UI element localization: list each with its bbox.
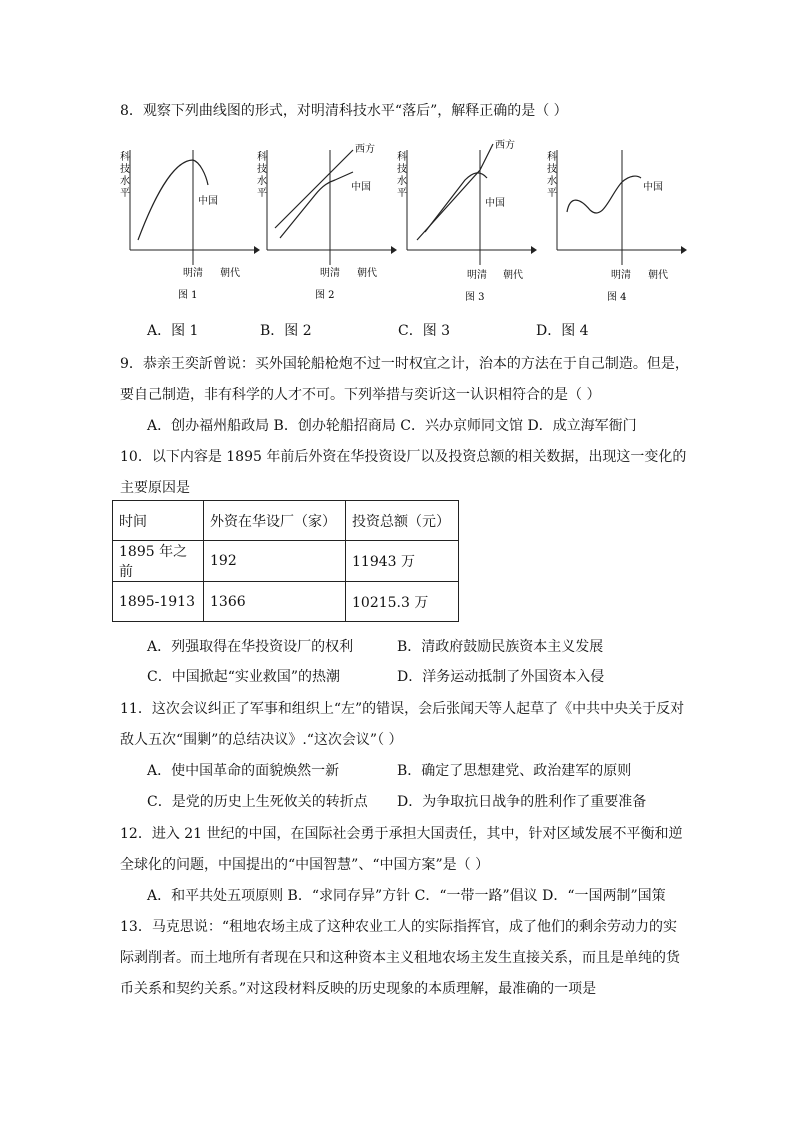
table-cell: 10215.3 万: [346, 582, 459, 622]
q13-line3: 币关系和契约关系。”对这段材料反映的历史现象的本质理解，最准确的一项是: [120, 981, 597, 997]
investment-table: [112, 500, 459, 622]
option-a[interactable]: A．列强取得在华投资设厂的权利: [147, 639, 354, 655]
y-char: 水: [547, 176, 557, 187]
graph-2: [255, 140, 395, 310]
x-label: 朝代: [648, 270, 668, 281]
china-curve: [280, 172, 353, 238]
q11-options-row2: [147, 792, 646, 812]
y-char: 水: [257, 176, 267, 187]
figure-caption: 图 3: [465, 292, 485, 303]
table-cell: 11943 万: [346, 541, 459, 582]
option-a[interactable]: A．使中国革命的面貌焕然一新: [147, 763, 340, 779]
graph-4-ylabel: [547, 150, 557, 199]
table-header-row: [113, 501, 459, 541]
y-char: 平: [547, 188, 557, 199]
y-char: 技: [257, 164, 267, 175]
west-curve: [275, 150, 353, 228]
q10-line2: 主要原因是: [120, 480, 190, 496]
x-mark: 明清: [467, 270, 487, 281]
q12-line2: 全球化的问题，中国提出的“中国智慧”、“中国方案”是（ ）: [120, 857, 490, 873]
table-cell: 192: [204, 541, 346, 582]
table-cell: 1366: [204, 582, 346, 622]
china-curve: [567, 176, 641, 213]
option-c[interactable]: C．中国掀起“实业救国”的热潮: [147, 669, 341, 685]
option-d[interactable]: D．为争取抗日战争的胜利作了重要准备: [397, 794, 647, 810]
series-label: 中国: [643, 182, 663, 193]
option-c[interactable]: C．是党的历史上生死攸关的转折点: [147, 794, 368, 810]
y-char: 平: [120, 188, 130, 199]
y-char: 平: [397, 188, 407, 199]
y-char: 科: [547, 152, 557, 163]
q12-line1: 12．进入 21 世纪的中国，在国际社会勇于承担大国责任，其中，针对区域发展不平衡和逆: [120, 826, 683, 842]
graph-3: [395, 140, 535, 310]
x-mark: 明清: [611, 270, 631, 281]
table-cell: 1895-1913: [113, 582, 204, 622]
option-d[interactable]: D．洋务运动抵制了外国资本入侵: [397, 669, 605, 685]
q10-options-row1: [147, 637, 603, 657]
y-char: 技: [397, 164, 407, 175]
table-cell: 1895 年之前: [113, 541, 204, 582]
graph-1: [118, 140, 258, 310]
series-label: 中国: [198, 196, 218, 207]
q8-options: [147, 321, 589, 341]
x-mark: 明清: [183, 268, 203, 279]
graph-2-ylabel: [257, 150, 267, 199]
graph-3-ylabel: [397, 150, 407, 199]
option-b[interactable]: B．清政府鼓励民族资本主义发展: [397, 639, 604, 655]
q10-line1: 10．以下内容是 1895 年前后外资在华投资设厂以及投资总额的相关数据，出现这一变化的: [120, 449, 687, 465]
y-char: 水: [397, 176, 407, 187]
graph-4: [545, 140, 685, 310]
x-label: 朝代: [220, 268, 240, 279]
x-mark: 明清: [320, 268, 340, 279]
y-char: 技: [547, 164, 557, 175]
china-curve: [425, 173, 487, 232]
series-label: 西方: [355, 144, 375, 155]
table-header: 投资总额（元）: [346, 501, 459, 541]
q13-line1: 13．马克思说：“租地农场主成了这种农业工人的实际指挥官，成了他们的剩余劳动力的实: [120, 919, 677, 935]
q13-line2: 际剥削者。而土地所有者现在只和这种资本主义租地农场主发生直接关系，而且是单纯的货: [120, 950, 680, 966]
y-char: 科: [120, 152, 130, 163]
q10-options-row2: [147, 667, 604, 687]
series-label: 西方: [495, 140, 515, 151]
option-c[interactable]: C．图 3: [398, 323, 451, 339]
west-curve: [417, 144, 493, 240]
q11-line1: 11．这次会议纠正了军事和组织上“左”的错误，会后张闻天等人起草了《中共中央关于反对: [120, 701, 685, 717]
y-char: 科: [397, 152, 407, 163]
x-label: 朝代: [357, 268, 377, 279]
table-row: [113, 582, 459, 622]
option-d[interactable]: D．图 4: [536, 323, 589, 339]
option-a[interactable]: A．图 1: [147, 323, 199, 339]
series-label: 中国: [351, 182, 371, 193]
x-axis-arrow: [531, 246, 537, 254]
figure-caption: 图 4: [607, 292, 627, 303]
y-char: 平: [257, 188, 267, 199]
option-b[interactable]: B．图 2: [260, 323, 312, 339]
x-axis-arrow: [681, 246, 687, 254]
q9-options[interactable]: A．创办福州船政局 B．创办轮船招商局 C．兴办京师同文馆 D．成立海军衙门: [147, 418, 637, 434]
q12-options[interactable]: A．和平共处五项原则 B．“求同存异”方针 C．“一带一路”倡议 D．“一国两制”国策: [147, 888, 666, 904]
y-char: 技: [120, 164, 130, 175]
q8-stem: 8．观察下列曲线图的形式，对明清科技水平“落后”，解释正确的是（ ）: [120, 103, 568, 119]
q9-line2: 要自己制造，非有科学的人才不可。下列举措与奕䜣这一认识相符合的是（ ）: [120, 387, 601, 403]
x-label: 朝代: [503, 270, 523, 281]
graph-1-ylabel: [120, 150, 130, 199]
table-header: 时间: [113, 501, 204, 541]
q9-line1: 9．恭亲王奕訢曾说：买外国轮船枪炮不过一时权宜之计，治本的方法在于自己制造。但是，: [120, 356, 689, 372]
q11-options-row1: [147, 761, 631, 781]
series-label: 中国: [485, 198, 505, 209]
table-row: [113, 541, 459, 582]
y-char: 科: [257, 152, 267, 163]
figure-caption: 图 2: [315, 290, 335, 301]
q11-line2: 敌人五次“围剿”的总结决议》.“这次会议”（ ）: [120, 732, 403, 748]
y-char: 水: [120, 176, 130, 187]
option-b[interactable]: B．确定了思想建党、政治建军的原则: [397, 763, 632, 779]
figure-caption: 图 1: [178, 290, 198, 301]
table-header: 外资在华设厂（家）: [204, 501, 346, 541]
